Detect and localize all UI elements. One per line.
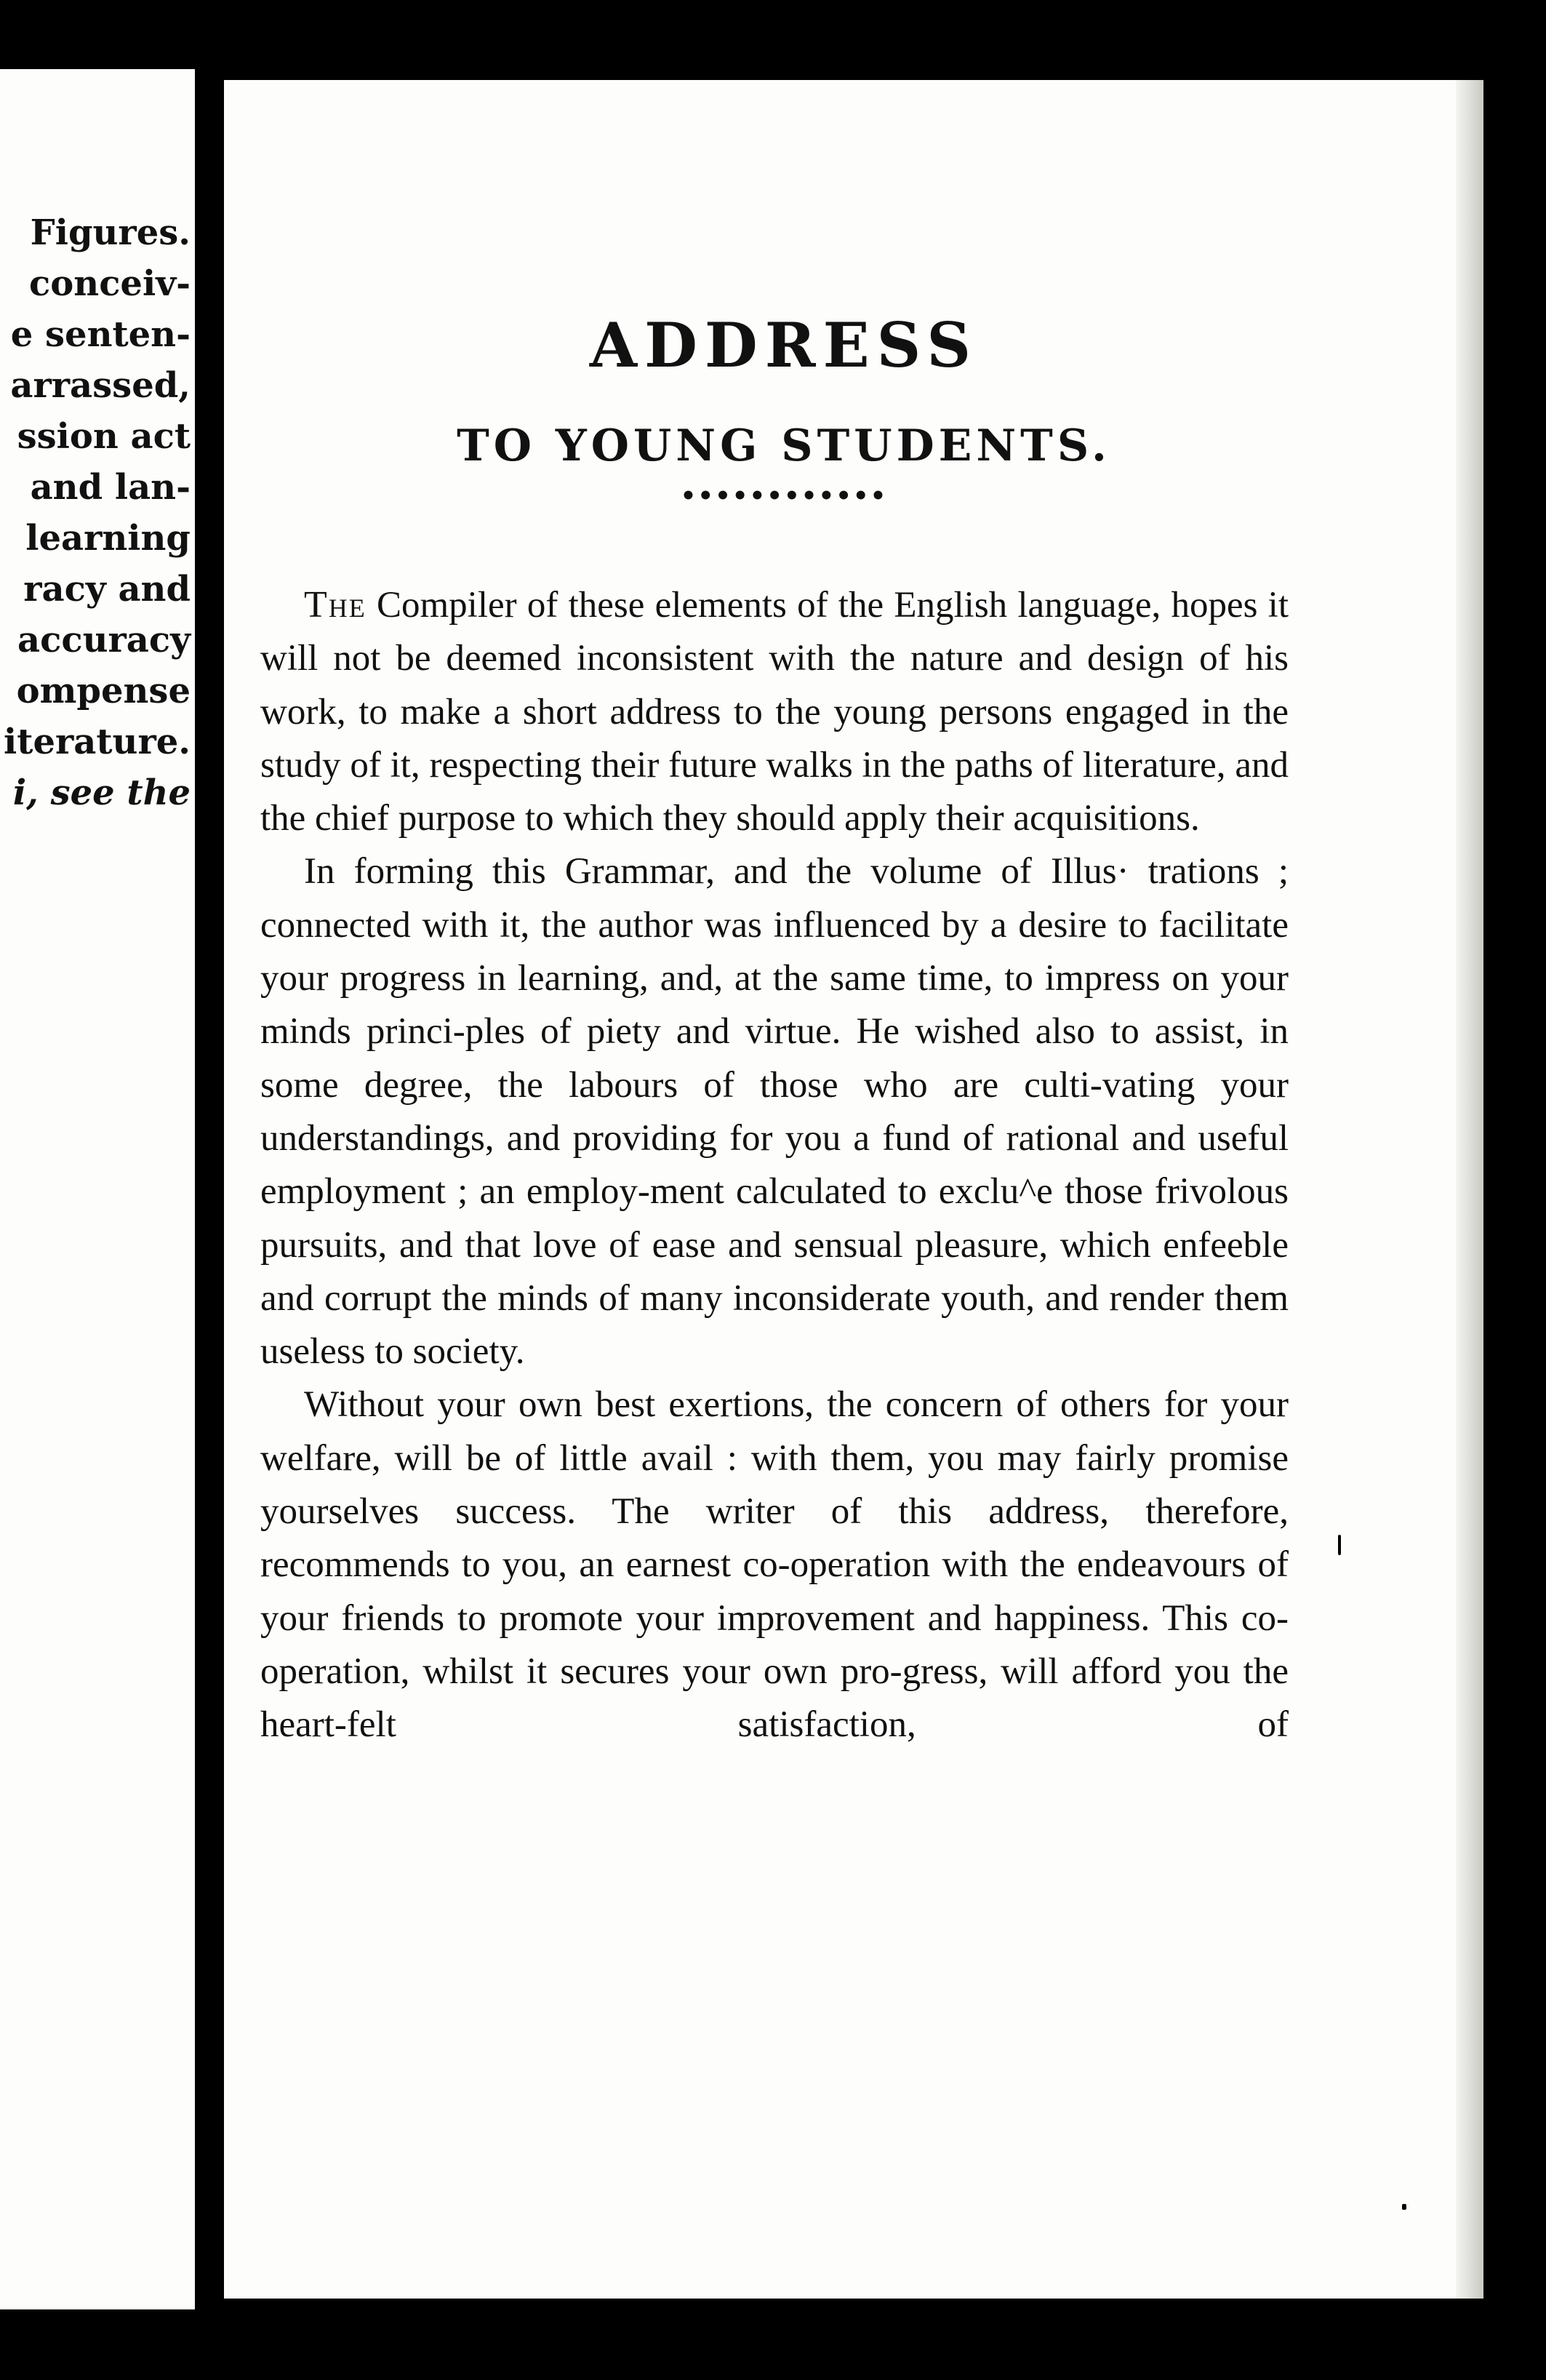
paragraph-text: Without your own best exertions, the concern of others for your welfare, will be of little avail : with them, you may fairly promise yourselves success. The writer of this address, therefore, recommends to you, an earnest co-operation with the endeavours of your friends to promote your improvement and happiness. This co-operation, whilst it secures your own pro-gress, will afford you the heart-felt satisfaction, of bbox=[260, 1384, 1289, 1746]
book-gutter bbox=[195, 0, 224, 2380]
paragraph bbox=[260, 578, 1289, 845]
ornamental-rule: •••••••••••• bbox=[680, 482, 888, 511]
page-title: ADDRESS bbox=[589, 309, 979, 381]
paragraph-dropcap: The bbox=[304, 584, 367, 626]
previous-page-line: racy and bbox=[23, 569, 191, 610]
previous-page-line: i, see the bbox=[12, 772, 191, 813]
previous-page-line: Figures. bbox=[30, 212, 191, 253]
previous-page-line: learning bbox=[25, 518, 191, 559]
previous-page-line: ompense bbox=[16, 671, 191, 711]
paragraph bbox=[260, 845, 1289, 1378]
previous-page-lines bbox=[4, 207, 191, 818]
previous-page-line: conceiv- bbox=[29, 263, 191, 304]
book-page bbox=[224, 80, 1483, 2299]
paragraph-text: In forming this Grammar, and the volume of Illus· trations ; connected with it, the author was influenced by a desire to facilitate your progress in learning, and, at the same time, to impress on your minds princi-ples of piety and virtue. He wished also to assist, in some degree, the labours of those who are culti-vating your understandings, and providing for you a fund of rational and useful employment ; an employ-ment calculated to exclu^e those frivolous pursuits, and that love of ease and sensual pleasure, which enfeeble and corrupt the minds of many inconsiderate youth, and render them useless to society. bbox=[260, 851, 1289, 1373]
scan-speck bbox=[1338, 1535, 1341, 1555]
paragraph-text: Compiler of these elements of the English language, hopes it will not be deemed inconsistent with the nature and design of his work, to make a short address to the young persons engaged in the study of it, respecting their future walks in the paths of literature, and the chief purpose to which they should apply their acquisitions. bbox=[260, 585, 1289, 839]
paragraph bbox=[260, 1378, 1289, 1752]
previous-page-line: iterature. bbox=[4, 722, 191, 762]
previous-page-line: accuracy bbox=[17, 620, 191, 660]
previous-page-line: arrassed, bbox=[10, 365, 191, 406]
previous-page-line: ssion act bbox=[17, 416, 191, 457]
page-subtitle: TO YOUNG STUDENTS. bbox=[457, 420, 1111, 471]
previous-page-fragment bbox=[0, 69, 195, 2309]
previous-page-line: and lan- bbox=[30, 467, 191, 508]
previous-page-line: e senten- bbox=[10, 314, 191, 355]
body-text bbox=[260, 578, 1289, 1752]
scan-speck bbox=[1402, 2204, 1406, 2210]
